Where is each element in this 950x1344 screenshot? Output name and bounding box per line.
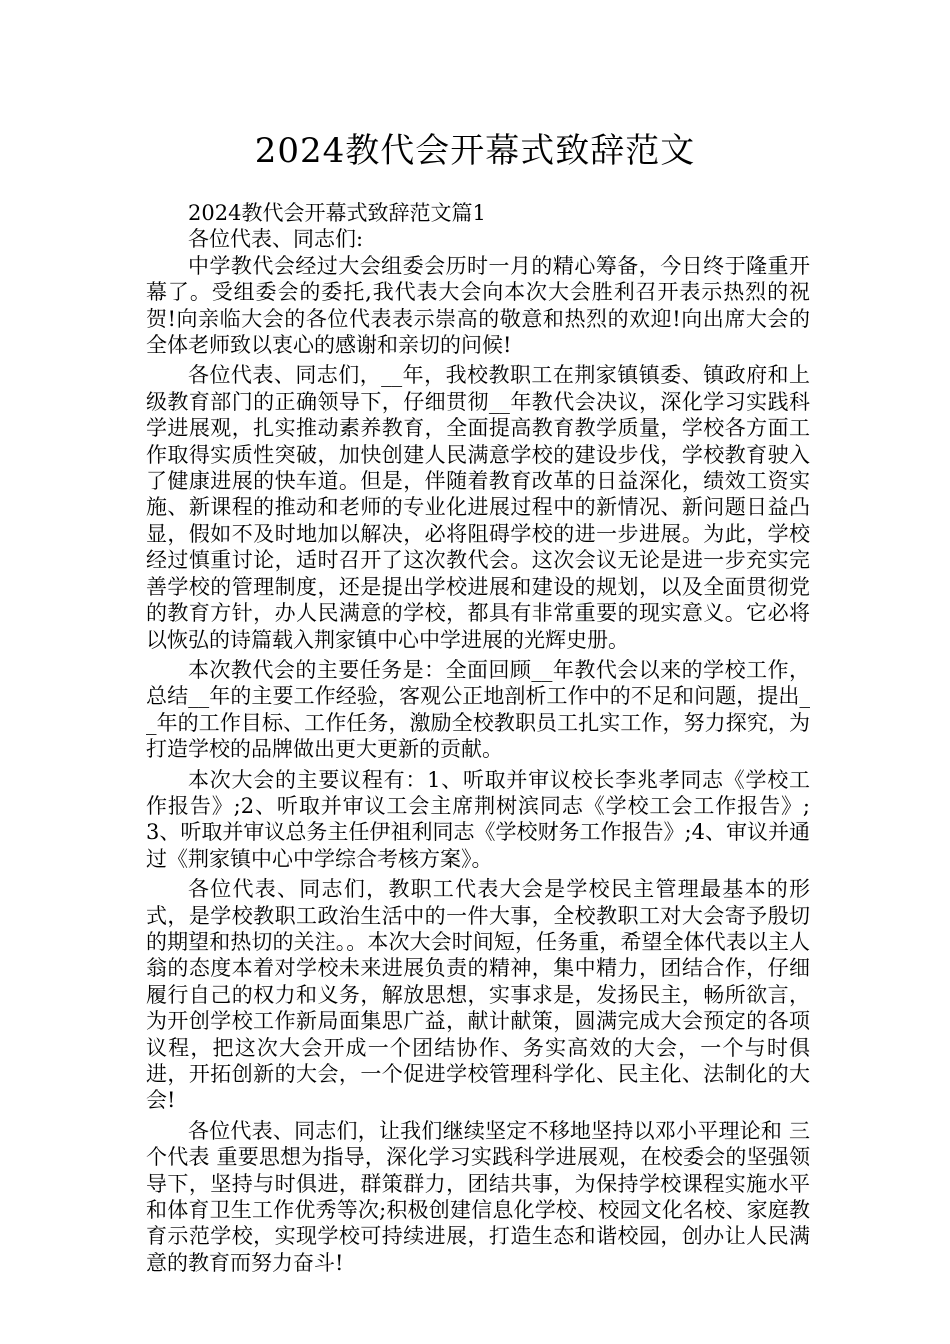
- paragraph-closing: 各位代表、同志们，让我们继续坚定不移地坚持以邓小平理论和 三个代表 重要思想为指导，深化学习实践科学进展观，在校委会的坚强领导下，坚持与时俱进，群策群力，团结共事，为保持学校课程实施水平和体育卫生工作优秀等次;积极创建信息化学校、校园文化名校、家庭教育示范学校，实现学校可持续进展，打造生态和谐校园，创办让人民满意的教育而努力奋斗!: [146, 1118, 810, 1275]
- section-title: 2024教代会开幕式致辞范文篇1: [188, 201, 486, 225]
- paragraph-opening: 中学教代会经过大会组委会历时一月的精心筹备，今日终于隆重开幕了。受组委会的委托,我代表大会向本次大会胜利召开表示热烈的祝贺!向亲临大会的各位代表表示崇高的敬意和热烈的欢迎!向出席大会的全体老师致以衷心的感谢和亲切的问候!: [146, 253, 810, 358]
- paragraph-review: 各位代表、同志们，__年，我校教职工在荆家镇镇委、镇政府和上级教育部门的正确领导下，仔细贯彻__年教代会决议，深化学习实践科学进展观，扎实推动素养教育，全面提高教育教学质量，学校各方面工作取得实质性突破，加快创建人民满意学校的建设步伐，学校教育驶入了健康进展的快车道。但是，伴随着教育改革的日益深化，绩效工资实施、新课程的推动和老师的专业化进展过程中的新情况、新问题日益凸显，假如不及时地加以解决，必将阻碍学校的进一步进展。为此，学校经过慎重讨论，适时召开了这次教代会。这次会议无论是进一步充实完善学校的管理制度，还是提出学校进展和建设的规划，以及全面贯彻党的教育方针，办人民满意的学校，都具有非常重要的现实意义。它必将以恢弘的诗篇载入荆家镇中心中学进展的光辉史册。: [146, 363, 810, 652]
- page-title: 2024教代会开幕式致辞范文: [254, 131, 696, 171]
- paragraph-tasks: 本次教代会的主要任务是：全面回顾__年教代会以来的学校工作，总结__年的主要工作经验，客观公正地剖析工作中的不足和问题，提出__年的工作目标、工作任务，激励全校教职员工扎实工作，努力探究，为打造学校的品牌做出更大更新的贡献。: [146, 657, 810, 762]
- paragraph-agenda: 本次大会的主要议程有：1、听取并审议校长李兆孝同志《学校工作报告》;2、听取并审议工会主席荆树滨同志《学校工会工作报告》;3、听取并审议总务主任伊祖利同志《学校财务工作报告》;4、审议并通过《荆家镇中心中学综合考核方案》。: [146, 767, 810, 871]
- paragraph-expectations: 各位代表、同志们，教职工代表大会是学校民主管理最基本的形式，是学校教职工政治生活中的一件大事，全校教职工对大会寄予殷切的期望和热切的关注。。本次大会时间短，任务重，希望全体代表以主人翁的态度本着对学校未来进展负责的精神，集中精力，团结合作，仔细履行自己的权力和义务，解放思想，实事求是，发扬民主，畅所欲言，为开创学校工作新局面集思广益，献计献策，圆满完成大会预定的各项议程，把这次大会开成一个团结协作、务实高效的大会，一个与时俱进，开拓创新的大会，一个促进学校管理科学化、民主化、法制化的大会!: [146, 877, 810, 1113]
- salutation: 各位代表、同志们:: [188, 227, 364, 252]
- document-body: [146, 200, 810, 1276]
